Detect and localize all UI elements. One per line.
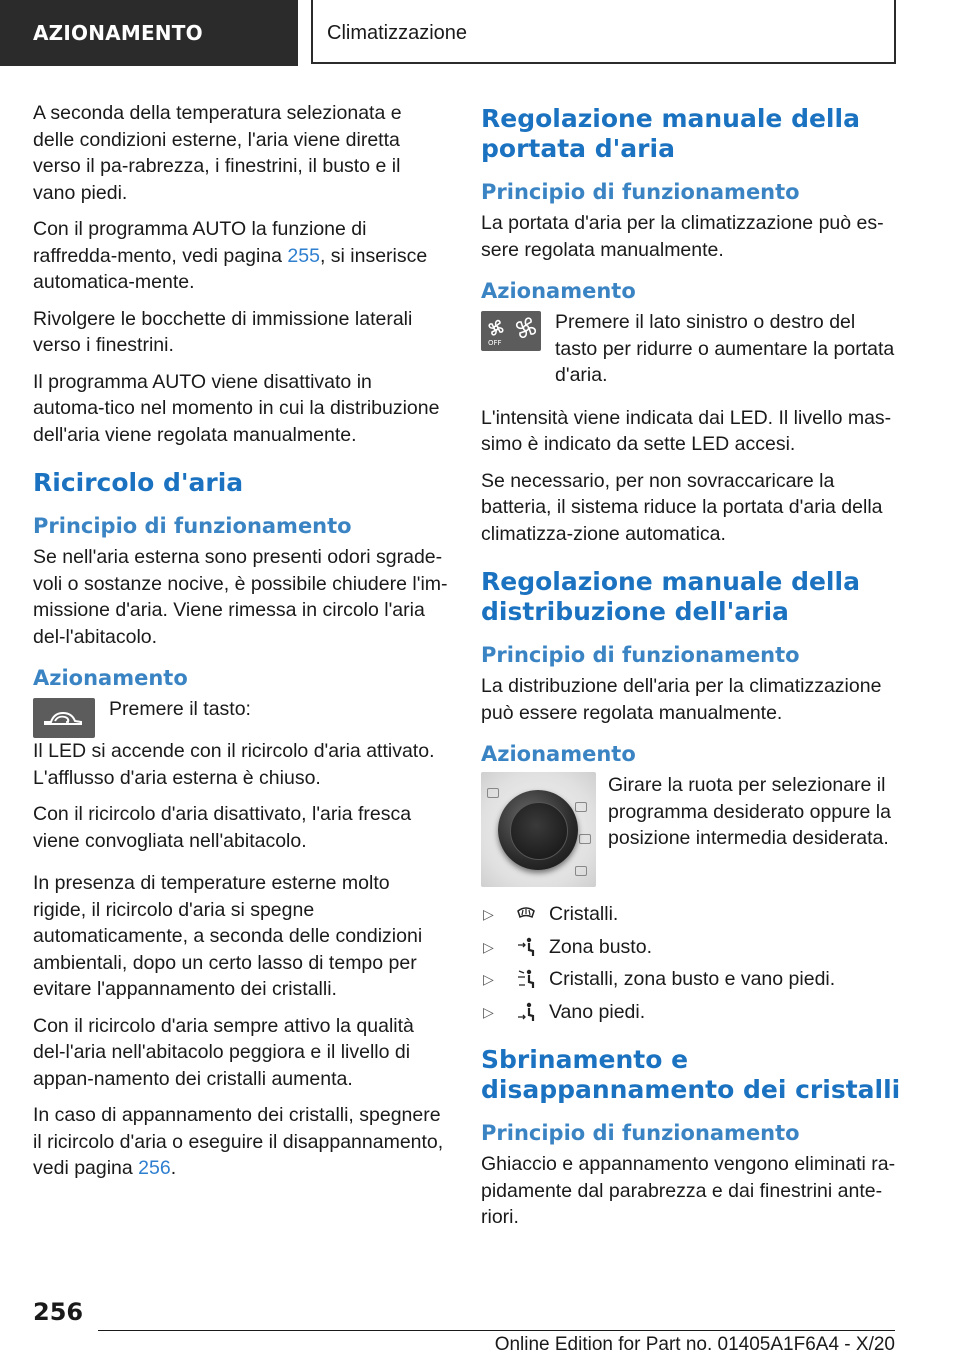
subheading-azionamento: Azionamento <box>481 742 636 766</box>
bullet-triangle-icon: ▷ <box>483 1003 494 1020</box>
text: Con il programma AUTO la funzione di raffredda-mento, vedi pagina <box>33 218 367 267</box>
option-label: Cristalli. <box>549 903 619 925</box>
heading-portata: Regolazione manuale della portata d'aria <box>481 104 860 163</box>
text: In caso di appannamento dei cristalli, spegnere il ricircolo d'aria o eseguire il disappannamento, vedi pagina <box>33 1104 444 1179</box>
paragraph: Il LED si accende con il ricircolo d'aria attivato. L'afflusso d'aria esterna è chiuso. <box>33 740 435 789</box>
footer-edition: Online Edition for Part no. 01405A1F6A4 - X/20 <box>494 1334 895 1355</box>
heading-sbrinamento: Sbrinamento e disappannamento dei cristalli <box>481 1045 901 1104</box>
paragraph <box>33 1102 448 1182</box>
subheading-principio: Principio di funzionamento <box>33 514 352 538</box>
paragraph: In presenza di temperature esterne molto rigide, il ricircolo d'aria si spegne automaticamente, a seconda delle condizioni ambientali, dopo un certo lasso di tempo per evitare l'appannamento dei cristalli. <box>33 872 423 1000</box>
page-link-255[interactable]: 255 <box>287 244 320 267</box>
instruction-text <box>109 696 251 738</box>
paragraph: Premere il tasto: <box>109 698 251 720</box>
heading-ricircolo: Ricircolo d'aria <box>33 468 244 497</box>
text: . <box>170 1157 177 1179</box>
paragraph <box>33 216 448 296</box>
heading-distribuzione: Regolazione manuale della distribuzione dell'aria <box>481 567 860 626</box>
page-header <box>0 0 960 66</box>
option-label: Vano piedi. <box>549 1000 646 1023</box>
paragraph: Premere il lato sinistro o destro del tasto per ridurre o aumentare la portata d'aria. <box>555 311 895 386</box>
paragraph: Se nell'aria esterna sono presenti odori sgrade-voli o sostanze nocive, è possibile chiudere l'im-missione d'aria. Viene rimessa in circolo l'aria del-l'abitacolo. <box>33 546 448 648</box>
subheading-azionamento: Azionamento <box>481 279 636 303</box>
subheading-principio: Principio di funzionamento <box>481 1121 800 1145</box>
footwell-airflow-icon <box>515 1001 537 1023</box>
paragraph: Girare la ruota per selezionare il programma desiderato oppure la posizione intermedia desiderata. <box>608 774 891 849</box>
option-label: Zona busto. <box>549 935 652 958</box>
subheading-principio: Principio di funzionamento <box>481 180 800 204</box>
recirculation-button-icon <box>33 698 95 738</box>
paragraph: Il programma AUTO viene disattivato in automa-tico nel momento in cui la distribuzione dell'aria viene regolata manualmente. <box>33 370 440 446</box>
instruction-text <box>608 772 901 887</box>
page-link-256[interactable]: 256 <box>138 1157 171 1179</box>
upper-body-airflow-icon <box>515 936 537 958</box>
paragraph: Ghiaccio e appannamento vengono eliminati ra-pidamente dal parabrezza e dai finestrini ante-riori. <box>481 1153 896 1228</box>
paragraph: La portata d'aria per la climatizzazione può es-sere regolata manualmente. <box>481 212 884 261</box>
windshield-icon <box>515 903 537 925</box>
fan-button-icon <box>481 311 541 351</box>
bullet-triangle-icon: ▷ <box>483 906 494 922</box>
footer-divider <box>98 1330 895 1331</box>
list-item <box>481 934 901 961</box>
instruction-text <box>555 309 901 395</box>
paragraph: Se necessario, per non sovraccaricare la batteria, il sistema riduce la portata d'aria della climatizza-zione automatica. <box>481 469 883 545</box>
paragraph: Con il ricircolo d'aria disattivato, l'aria fresca viene convogliata nell'abitacolo. <box>33 803 412 852</box>
recirculation-instruction <box>33 696 448 738</box>
airflow-instruction <box>481 309 901 395</box>
right-column <box>481 100 901 1241</box>
subheading-azionamento: Azionamento <box>33 666 188 690</box>
paragraph: Con il ricircolo d'aria sempre attivo la qualità del-l'aria nell'abitacolo peggiora e il livello di appan-namento dei cristalli aumenta. <box>33 1014 414 1090</box>
distribution-instruction <box>481 772 901 887</box>
list-item <box>481 966 901 993</box>
list-item <box>481 999 901 1026</box>
svg-text:OFF: OFF <box>488 339 502 347</box>
subheading-principio: Principio di funzionamento <box>481 643 800 667</box>
chapter-title: Climatizzazione <box>311 0 896 64</box>
bullet-triangle-icon: ▷ <box>483 971 494 987</box>
page-number: 256 <box>33 1298 84 1326</box>
paragraph: Rivolgere le bocchette di immissione laterali verso i finestrini. <box>33 307 413 356</box>
list-item <box>481 901 901 928</box>
bullet-triangle-icon: ▷ <box>483 938 494 955</box>
paragraph: La distribuzione dell'aria per la climatizzazione può essere regolata manualmente. <box>481 675 882 724</box>
paragraph: A seconda della temperatura selezionata e delle condizioni esterne, l'aria viene diretta verso il pa-rabrezza, i finestrini, il busto e il vano piedi. <box>33 102 402 204</box>
text: , si inserisce automatica-mente. <box>33 244 428 293</box>
option-label: Cristalli, zona busto e vano piedi. <box>549 968 836 990</box>
section-tab: AZIONAMENTO <box>0 0 298 66</box>
rotary-knob-image <box>481 772 596 887</box>
distribution-options-list <box>481 901 901 1025</box>
left-column <box>33 100 448 1192</box>
all-zones-airflow-icon <box>515 968 537 990</box>
paragraph: L'intensità viene indicata dai LED. Il livello mas-simo è indicato da sette LED accesi. <box>481 406 892 455</box>
